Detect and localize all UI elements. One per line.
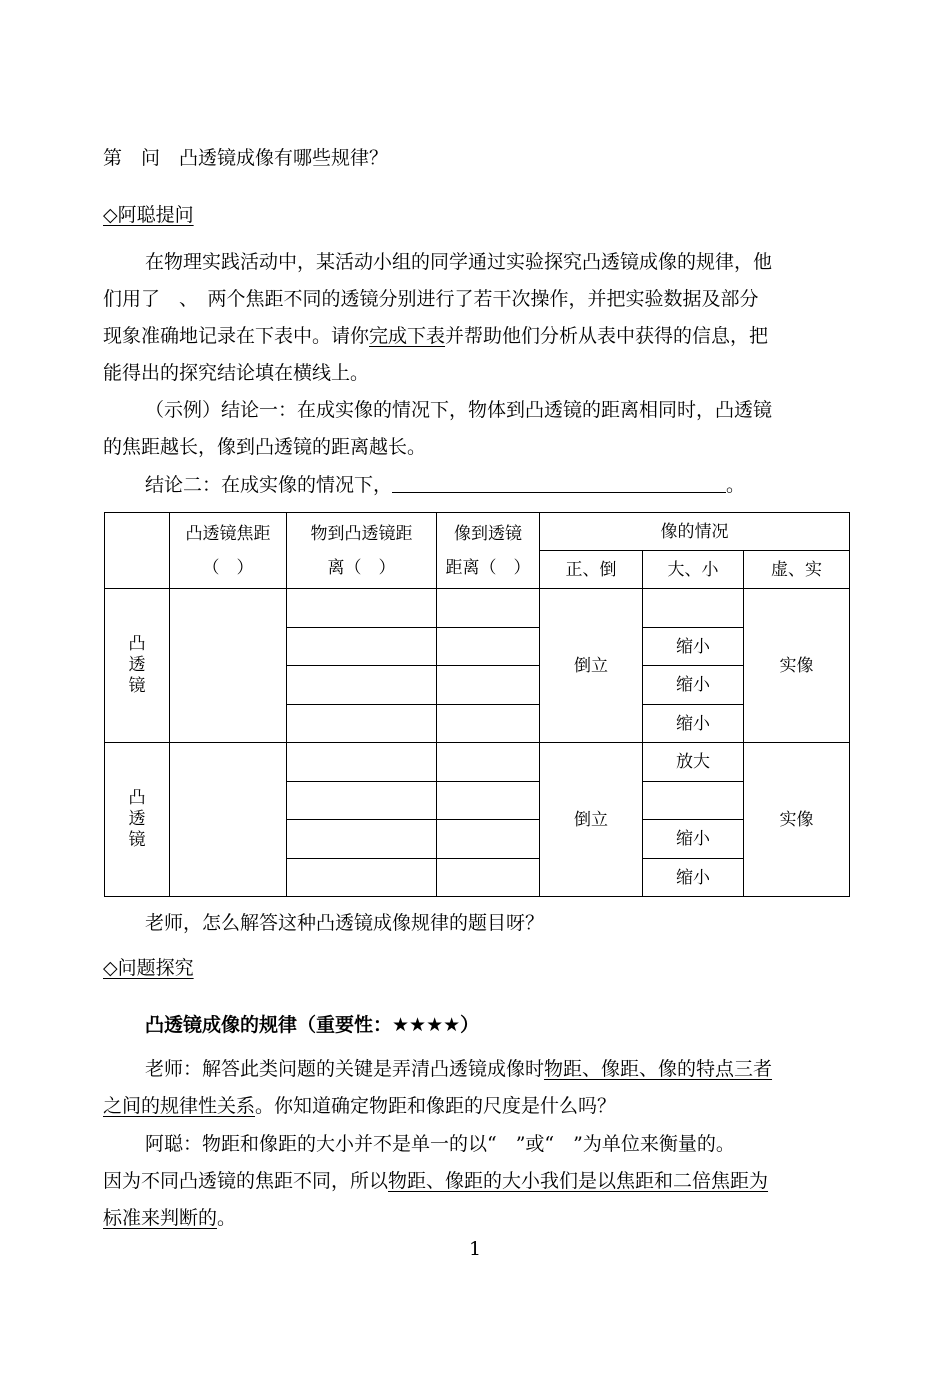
intro-line-4: 能得出的探究结论填在横线上。 [103,362,370,384]
teacher-question: 老师，怎么解答这种凸透镜成像规律的题目呀？ [145,912,545,934]
teacher-answer-line-1: 老师：解答此类问题的关键是弄清凸透镜成像时物距、像距、像的特点三者 [145,1058,773,1080]
lens-b-focal-cell[interactable] [170,743,287,897]
intro-line-3b: 并帮助他们分析从表中获得的信息，把 [445,325,769,347]
rule-title: 凸透镜成像的规律（重要性：★★★★） [145,1014,480,1036]
intro-paragraph [103,244,851,392]
standard-underline: 物距、像距的大小我们是以焦距和二倍焦距为 [388,1170,769,1192]
teacher-answer [103,1051,851,1125]
lens-b-size-1: 放大 [643,743,744,782]
conclusion-two-blank[interactable] [392,468,726,493]
example-conclusion [103,392,851,466]
table-cell[interactable] [437,666,540,705]
example-line-2: 的焦距越长，像到凸透镜的距离越长。 [103,436,427,458]
conclusion-two-suffix: 。 [726,474,746,496]
intro-line-3a: 现象准确地记录在下表中。请你 [103,325,370,347]
lens-a-size-2: 缩小 [643,628,744,666]
table-cell[interactable] [287,820,437,859]
table-cell[interactable] [437,820,540,859]
lens-a-nature: 实像 [744,589,850,743]
acong-answer-line-3: 标准来判断的。 [103,1207,237,1229]
page-number: 1 [468,1238,482,1260]
conclusion-two-prefix: 结论二：在成实像的情况下， [145,474,393,496]
complete-table-underline: 完成下表 [369,325,446,347]
table-cell[interactable] [287,859,437,897]
header-image-distance: 像到透镜 距离（ ） [437,513,540,589]
lens-b-orientation: 倒立 [540,743,643,897]
table-cell[interactable] [437,743,540,782]
section-ask-text: ◇阿聪提问 [103,204,194,226]
header-orientation: 正、倒 [540,551,643,589]
table-cell[interactable] [437,628,540,666]
key-relation-underline-2: 之间的规律性关系 [103,1095,256,1117]
section-explore-text: ◇问题探究 [103,957,194,979]
key-relation-underline: 物距、像距、像的特点三者 [544,1058,773,1080]
example-line-1: （示例）结论一：在成实像的情况下，物体到凸透镜的距离相同时，凸透镜 [145,399,773,421]
acong-answer [103,1126,851,1237]
table-cell[interactable] [287,666,437,705]
lens-b-nature: 实像 [744,743,850,897]
lens-a-focal-cell[interactable] [170,589,287,743]
table-cell[interactable] [287,705,437,743]
lens-a-label: 凸透镜 [105,589,170,743]
intro-line-2: 们用了 、 两个焦距不同的透镜分别进行了若干次操作，并把实验数据及部分 [103,288,759,310]
lens-a-size-4: 缩小 [643,705,744,743]
teacher-answer-line-2: 之间的规律性关系。你知道确定物距和像距的尺度是什么吗？ [103,1095,617,1117]
question-heading: 第 问 凸透镜成像有哪些规律？ [103,147,389,169]
header-object-distance: 物到凸透镜距 离（ ） [287,513,437,589]
intro-line-3 [103,318,851,355]
intro-line-1: 在物理实践活动中，某活动小组的同学通过实验探究凸透镜成像的规律，他 [145,251,773,273]
acong-answer-line-1: 阿聪：物距和像距的大小并不是单一的以“ ”或“ ”为单位来衡量的。 [145,1133,735,1155]
corner-cell [105,513,170,589]
lens-b-label: 凸透镜 [105,743,170,897]
lens-b-size-2[interactable] [643,782,744,820]
table-cell[interactable] [437,705,540,743]
experiment-table [104,512,850,897]
header-focal: 凸透镜焦距 （ ） [170,513,287,589]
header-image-case: 像的情况 [540,513,850,551]
section-ask-label [103,200,194,230]
standard-underline-2: 标准来判断的 [103,1207,218,1229]
conclusion-two [103,467,851,504]
table-cell[interactable] [287,782,437,820]
section-explore-label [103,953,194,983]
table-cell[interactable] [437,859,540,897]
lens-a-size-1[interactable] [643,589,744,628]
table-cell[interactable] [437,589,540,628]
lens-b-size-4: 缩小 [643,859,744,897]
table-cell[interactable] [287,743,437,782]
acong-answer-line-2: 因为不同凸透镜的焦距不同，所以物距、像距的大小我们是以焦距和二倍焦距为 [103,1170,769,1192]
table-cell[interactable] [287,628,437,666]
lens-a-size-3: 缩小 [643,666,744,705]
header-nature: 虚、实 [744,551,850,589]
lens-b-size-3: 缩小 [643,820,744,859]
table-cell[interactable] [437,782,540,820]
header-size: 大、小 [643,551,744,589]
lens-a-orientation: 倒立 [540,589,643,743]
table-cell[interactable] [287,589,437,628]
